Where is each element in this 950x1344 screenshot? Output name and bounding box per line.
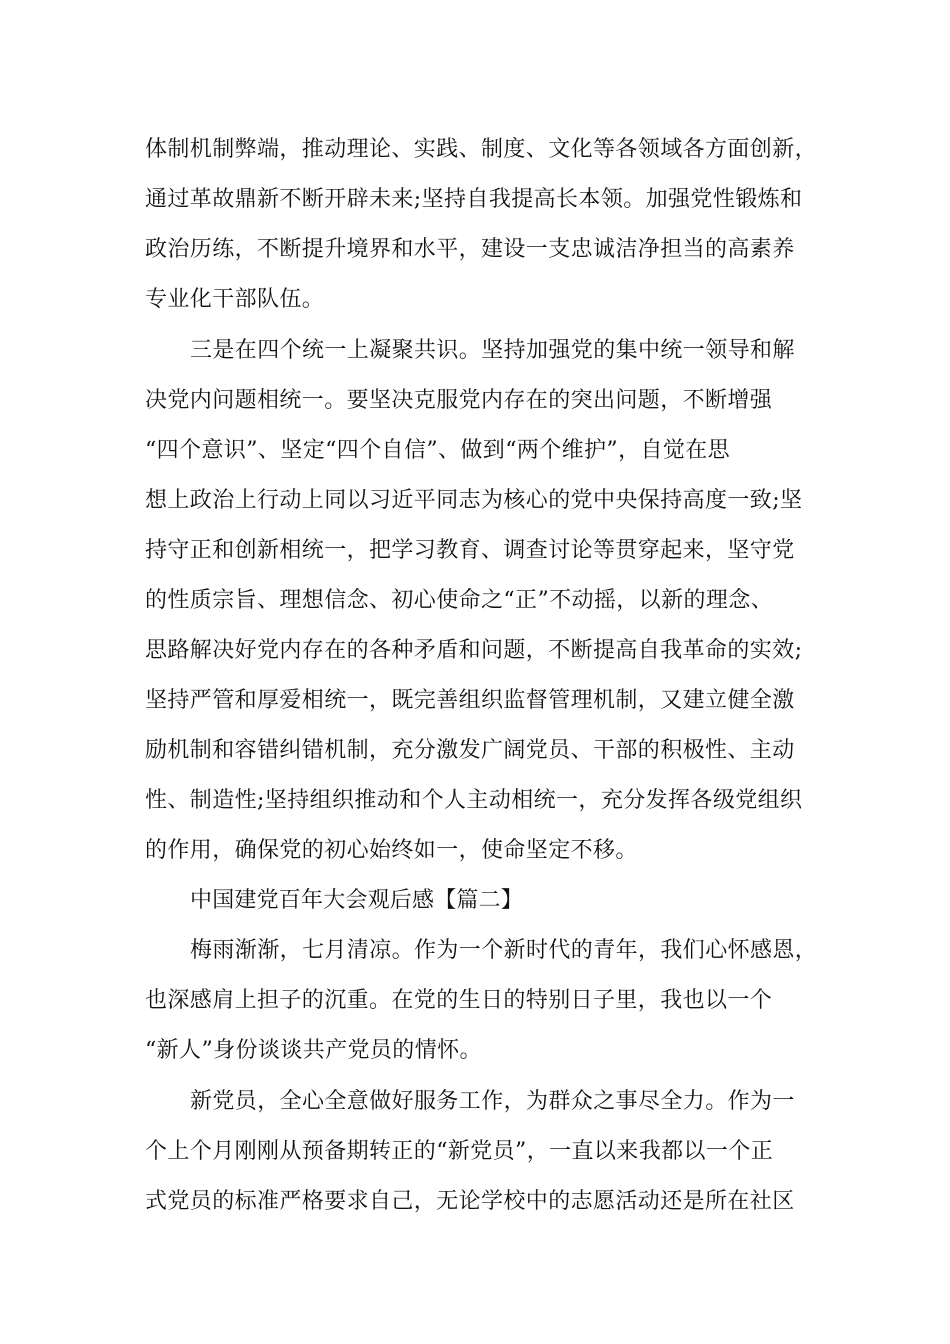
paragraph-line: 也深感肩上担子的沉重。在党的生日的特别日子里，我也以一个 xyxy=(145,988,773,1013)
paragraph-line: 持守正和创新相统一，把学习教育、调查讨论等贯穿起来，坚守党 xyxy=(145,538,795,563)
paragraph-line: “新人”身份谈谈共产党员的情怀。 xyxy=(145,1038,482,1063)
paragraph-line: 新党员，全心全意做好服务工作，为群众之事尽全力。作为一 xyxy=(190,1089,795,1114)
paragraph-line: 坚持严管和厚爱相统一，既完善组织监督管理机制，又建立健全激 xyxy=(145,688,795,713)
paragraph-line: 通过革故鼎新不断开辟未来;坚持自我提高长本领。加强党性锻炼和 xyxy=(145,187,803,212)
paragraph-line: 政治历练，不断提升境界和水平，建设一支忠诚洁净担当的高素养 xyxy=(145,237,795,262)
paragraph-line: 专业化干部队伍。 xyxy=(145,287,325,312)
paragraph-line: 梅雨渐渐，七月清凉。作为一个新时代的青年，我们心怀感恩， xyxy=(190,938,818,963)
paragraph-line: 性、制造性;坚持组织推动和个人主动相统一，充分发挥各级党组织 xyxy=(145,788,803,813)
paragraph-line: 励机制和容错纠错机制，充分激发广阔党员、干部的积极性、主动 xyxy=(145,738,795,763)
section-heading: 中国建党百年大会观后感【篇二】 xyxy=(190,888,524,913)
paragraph-line: 决党内问题相统一。要坚决克服党内存在的突出问题，不断增强 xyxy=(145,388,773,413)
paragraph-line: 式党员的标准严格要求自己，无论学校中的志愿活动还是所在社区 xyxy=(145,1189,795,1214)
paragraph-line: 的作用，确保党的初心始终如一，使命坚定不移。 xyxy=(145,838,638,863)
paragraph-line: 体制机制弊端，推动理论、实践、制度、文化等各领域各方面创新， xyxy=(145,137,818,162)
paragraph-line: 思路解决好党内存在的各种矛盾和问题，不断提高自我革命的实效; xyxy=(145,638,803,663)
paragraph-line: 三是在四个统一上凝聚共识。坚持加强党的集中统一领导和解 xyxy=(190,338,795,363)
paragraph-line: 个上个月刚刚从预备期转正的“新党员”，一直以来我都以一个正 xyxy=(145,1139,774,1164)
paragraph-line: 想上政治上行动上同以习近平同志为核心的党中央保持高度一致;坚 xyxy=(145,488,803,513)
paragraph-line: “四个意识”、坚定“四个自信”、做到“两个维护”，自觉在思 xyxy=(145,438,731,463)
paragraph-line: 的性质宗旨、理想信念、初心使命之“正”不动摇，以新的理念、 xyxy=(145,588,774,613)
